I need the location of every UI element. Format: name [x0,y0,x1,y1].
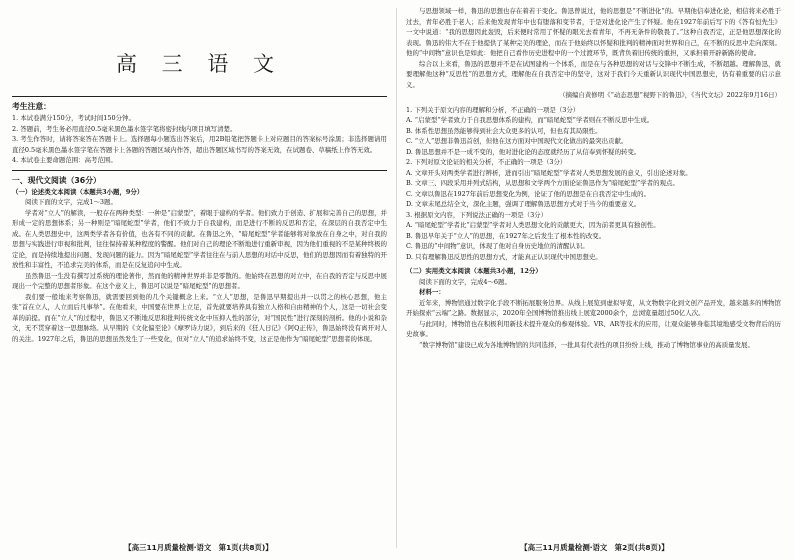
subsection-heading: （一）论述类文本阅读（本题共3小题，9分） [12,187,144,196]
page-divider [396,8,397,548]
notice-divider [12,170,387,171]
question-1-option-a: A. “启蒙型”学者致力于自我思想体系的建构，而“暗尾蛇型”学者则在不断反思中生成。 [406,116,654,124]
title-divider [12,96,387,97]
page-footer-left: 【高三11月质量检测·语文 第1页(共8页)】 [124,543,273,552]
question-2: 2. 下列对原文论证的相关分析，不正确的一项是（3分） [406,158,567,166]
page-right [402,0,787,560]
exam-title: 高 三 语 文 [115,52,284,76]
subsection-heading: （二）实用类文本阅读（本题共3小题，12分） [406,267,542,275]
material-paragraph: 近年来，博物馆通过数字化手段不断拓展服务边界。从线上展览到虚拟导览，从文物数字化到文创产品开发，越来越多的博物馆开始探索“云端”之路。数据显示，2020年全国博物馆推出线上展览2000余个，总浏览量超过50亿人次。 [406,298,781,317]
passage-source: （摘编自黄修明《“动态思想”视野下的鲁迅》，《当代文坛》2022年9月16日） [559,91,781,99]
question-2-option-d: D. 文章末尾总结全文，深化主题，强调了理解鲁迅思想方式对于当今的重要意义。 [406,200,641,208]
notice-item: 3. 考生作答时，请将答案答在答题卡上。选择题每小题选出答案后，用2B铅笔把答题卡上对应题目的答案标号涂黑；非选择题请用直径0.5毫米黑色墨水签字笔在答题卡上各题的答题区域内作答，超出答题区域书写的答案无效，在试题卷、草稿纸上作答无效。 [12,135,387,154]
question-3-option-d: D. 只有理解鲁迅反思性的思想方式，才能真正认识现代中国思想史。 [406,252,602,261]
question-1: 1. 下列关于原文内容的理解和分析，不正确的一项是（3分） [406,105,580,114]
material-paragraph: 与此同时，博物馆也在积极利用新技术提升观众的参观体验。VR、AR等技术的应用，让观众能够身临其境地感受文物背后的历史故事。 [406,319,781,338]
passage-paragraph: 与思想领域一样，鲁迅的思想也存在着若干变化。鲁迅曾说过，他的思想是“不断进化”的。早期他信奉进化论，相信将来必胜于过去，青年必胜于老人；后来他发现青年中也有堕落和变节者，于是对进化论产生了怀疑。他在1927年前后写下的《答有恒先生》一文中说道：“我的思想因此轰毁，后来便时常用了怀疑的眼光去看青年，不再无条件的敬畏了。”这种自我否定，正是他思想深化的表现。鲁迅的伟大不在于他提供了某种完美的理论，而在于他始终以怀疑和批判的精神面对世界和自己，在不断的反思中走向深刻。他的“中间物”意识也是如此：他把自己看作历史进程中的一个过渡环节，既背负着旧传统的重担，又承担着开辟新路的使命。 [406,7,781,57]
passage-paragraph: 我们要一般地来考察鲁迅，就需要回到他的几个关键概念上来。“立人”思想，是鲁迅早期提出并一以贯之的核心思想，他主张“首在立人，人立而后凡事举”。在他看来，中国要在世界上立足，首先就要培养具有独立人格和自由精神的个人，这是一切社会变革的前提。而在“立人”的过程中，鲁迅又不断地反思和批判传统文化中压抑人性的部分，对“国民性”进行深刻的剖析。他的小说和杂文，无不贯穿着这一思想脉络。从早期的《文化偏至论》《摩罗诗力说》，到后来的《狂人日记》《阿Q正传》，鲁迅始终没有离开对人的关注。1927年之后，鲁迅的思想虽然发生了一些变化，但对“立人”的追求始终不变，这正是他作为“暗尾蛇型”思想者的体现。 [12,292,387,343]
question-3-option-a: A. “暗尾蛇型”学者比“启蒙型”学者对人类思想文化的贡献更大，因为前者更具有独创性。 [406,221,660,229]
question-3-option-b: B. 鲁迅早年关于“立人”的思想，在1927年之后发生了根本性的改变。 [406,231,606,240]
notice-item: 4. 本试卷主要命题范围：高考范围。 [12,156,117,164]
passage-paragraph: 综合以上来看，鲁迅的思想并不是在试图建构一个体系，而是在与各种思想的对话与交锋中不断生成，不断超越。理解鲁迅，就要理解他这种“反思性”的思想方式，理解他在自我否定中的坚守，这对于我们今天重新认识现代中国思想史，仍有着重要的启示意义。 [406,59,781,89]
passage-paragraph: 学者对“立人”的解读，一般存在两种类型：一种是“启蒙型”，着眼于建构的学者。他们致力于创造、扩展和完善自己的思想，并形成一定的思想体系；另一种则是“暗尾蛇型”学者，他们不致力于自我建构，而是进行不断的反思和否定，在深层的自我否定中生成。在人类思想史中，这两类学者各有价值，也各有不同的贡献。在鲁迅之外，“暗尾蛇型”学者能够将对象放在自身之中，对自我的思想与实践进行审视和批判，往往保持着某种程度的警醒。他们对自己的理论不断地进行重新审视，因为他们重视的不是某种终极的定论，而是持续地提出问题、发现问题的能力。因为“暗尾蛇型”学者往往在与前人思想的对话中反思，他们的思想因而有着独特的开放性和丰富性，不追求完美的体系，而是在反复追问中生成。 [12,208,387,269]
question-2-option-b: B. 文章三、四段采用并列式结构，从思想和文学两个方面论证鲁迅作为“暗尾蛇型”学者的观点。 [406,179,679,187]
section-heading: 一、现代文阅读（36分） [12,175,101,185]
question-2-option-c: C. 文章以鲁迅在1927年前后思想变化为例，论证了他的思想是在自我否定中生成的。 [406,189,651,198]
reading-instruction: 阅读下面的文字，完成4～6题。 [419,277,511,286]
question-3-option-c: C. 鲁迅的“中间物”意识，体现了他对自身历史地位的清醒认识。 [406,242,589,250]
reading-instruction: 阅读下面的文字，完成1～3题。 [25,198,117,206]
passage-paragraph: 虽然鲁迅一生没有撰写过系统的理论著作，然而他的精神世界并非是零散的。他始终在思想的对立中，在自我的否定与反思中展现出一个完整的思想者形象。在这个意义上，鲁迅可以说是“暗尾蛇型”的思想者。 [12,271,387,290]
page-left [6,0,391,560]
question-1-option-b: B. 体系性思想虽然能够得到社会大众更多的认可，但也有其局限性。 [406,126,602,135]
page-footer-right: 【高三11月质量检测·语文 第2页(共8页)】 [520,543,669,552]
material-label: 材料一： [419,288,445,296]
notice-item: 1. 本试卷满分150分，考试时间150分钟。 [12,114,135,122]
notice-item: 2. 答题前，考生务必用直径0.5毫米黑色墨水签字笔将密封线内项目填写清楚。 [12,124,237,133]
material-paragraph: “数字博物馆”建设已成为各地博物馆的共同选择，一批具有代表性的项目纷纷上线，推动了博物馆事业的高质量发展。 [419,340,754,349]
notice-heading: 考生注意： [12,102,51,111]
question-1-option-c: C. “立人”思想非鲁迅首创，但他在这方面对中国现代文化做出的最突出贡献。 [406,137,628,145]
question-3: 3. 根据原文内容，下列说法正确的一项是（3分） [406,210,548,219]
question-1-option-d: D. 鲁迅思想并不是一成不变的，他对进化论的态度就经历了从信奉到怀疑的转变。 [406,147,641,156]
question-2-option-a: A. 文章开头对两类学者进行辨析，进而引出“暗尾蛇型”学者对人类思想发展的意义，引出论述对象。 [406,168,692,177]
